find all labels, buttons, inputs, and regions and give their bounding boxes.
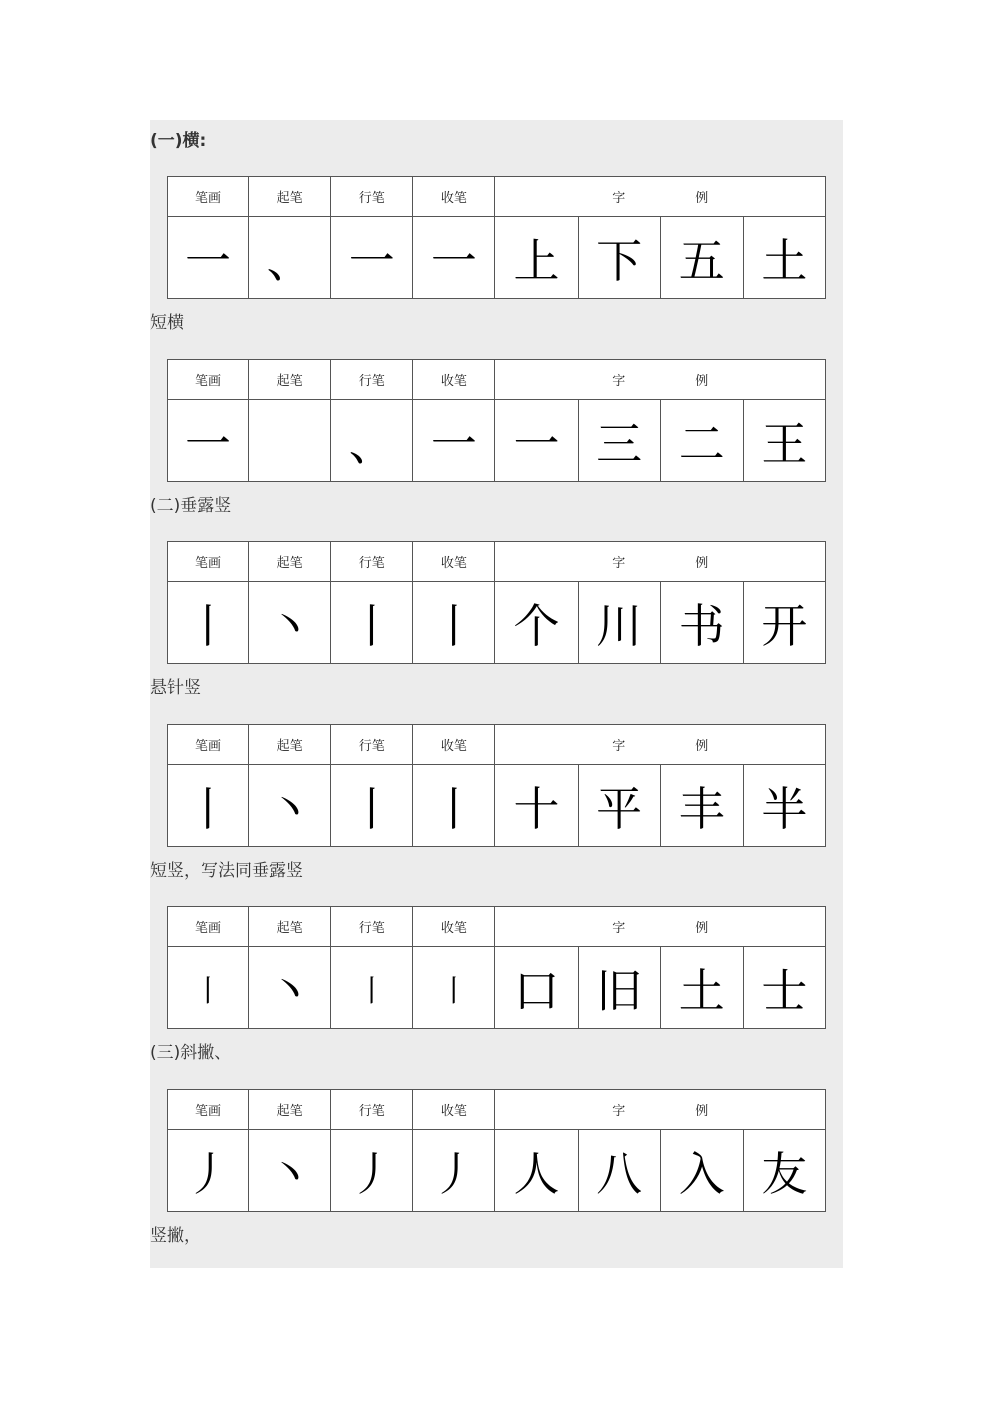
cell-middle: 丨 <box>331 947 413 1029</box>
example-char: 人 <box>495 1130 578 1212</box>
header-end: 收笔 <box>413 725 495 765</box>
example-char: 书 <box>660 582 743 664</box>
header-examples <box>495 725 826 765</box>
cell-start: 、 <box>249 217 331 299</box>
cell-end: 丨 <box>413 582 495 664</box>
header-char: 字 <box>612 374 626 390</box>
example-char: 一 <box>495 400 578 482</box>
header-examples <box>495 542 826 582</box>
example-char: 下 <box>578 217 660 299</box>
stroke-table <box>167 176 826 299</box>
header-end: 收笔 <box>413 360 495 400</box>
header-start: 起笔 <box>249 725 331 765</box>
header-middle: 行笔 <box>331 360 413 400</box>
stroke-table <box>167 1089 826 1212</box>
table-row <box>168 400 826 482</box>
table-row <box>168 217 826 299</box>
header-example: 例 <box>695 921 709 937</box>
cell-end: 丨 <box>413 765 495 847</box>
example-char: 开 <box>743 582 825 664</box>
header-middle: 行笔 <box>331 907 413 947</box>
section-heading: (二)垂露竖 <box>150 496 232 516</box>
header-example: 例 <box>695 739 709 755</box>
cell-stroke: 一 <box>168 217 249 299</box>
cell-stroke: 丨 <box>168 582 249 664</box>
header-stroke: 笔画 <box>168 907 249 947</box>
cell-stroke: 丨 <box>168 765 249 847</box>
header-start: 起笔 <box>249 177 331 217</box>
cell-start: 丶 <box>249 765 331 847</box>
example-char: 旧 <box>578 947 660 1029</box>
cell-start: 丶 <box>249 582 331 664</box>
table-header-row <box>168 177 826 217</box>
footer-heading: 竖撇， <box>150 1226 201 1246</box>
table-row <box>168 582 826 664</box>
header-example: 例 <box>695 556 709 572</box>
example-char: 王 <box>743 400 825 482</box>
cell-start: 丶 <box>249 947 331 1029</box>
table-header-row <box>168 360 826 400</box>
example-char: 三 <box>578 400 660 482</box>
cell-start <box>249 400 331 482</box>
example-char: 个 <box>495 582 578 664</box>
cell-end: 丿 <box>413 1130 495 1212</box>
header-middle: 行笔 <box>331 725 413 765</box>
header-stroke: 笔画 <box>168 725 249 765</box>
example-char: 入 <box>660 1130 743 1212</box>
section-heading: (一)横: <box>150 131 207 151</box>
header-start: 起笔 <box>249 360 331 400</box>
cell-middle: 一 <box>331 217 413 299</box>
section-heading: 悬针竖 <box>150 678 201 698</box>
header-example: 例 <box>695 1104 709 1120</box>
example-char: 五 <box>660 217 743 299</box>
header-char: 字 <box>612 191 626 207</box>
header-end: 收笔 <box>413 907 495 947</box>
cell-start: 丶 <box>249 1130 331 1212</box>
header-char: 字 <box>612 1104 626 1120</box>
header-stroke: 笔画 <box>168 177 249 217</box>
header-start: 起笔 <box>249 907 331 947</box>
cell-stroke: 丨 <box>168 947 249 1029</box>
header-end: 收笔 <box>413 177 495 217</box>
cell-stroke: 一 <box>168 400 249 482</box>
stroke-table <box>167 359 826 482</box>
table-header-row <box>168 725 826 765</box>
cell-stroke: 丿 <box>168 1130 249 1212</box>
table-header-row <box>168 542 826 582</box>
example-char: 上 <box>495 217 578 299</box>
header-char: 字 <box>612 921 626 937</box>
header-examples <box>495 360 826 400</box>
header-end: 收笔 <box>413 1090 495 1130</box>
cell-middle: 丿 <box>331 1130 413 1212</box>
example-char: 土 <box>743 217 825 299</box>
table-row <box>168 1130 826 1212</box>
header-examples <box>495 177 826 217</box>
header-stroke: 笔画 <box>168 1090 249 1130</box>
section-heading: 短横 <box>150 313 184 333</box>
table-row <box>168 947 826 1029</box>
header-stroke: 笔画 <box>168 542 249 582</box>
example-char: 士 <box>743 947 825 1029</box>
section-heading: (三)斜撇、 <box>150 1043 232 1063</box>
example-char: 平 <box>578 765 660 847</box>
example-char: 二 <box>660 400 743 482</box>
cell-middle: 丨 <box>331 765 413 847</box>
header-middle: 行笔 <box>331 542 413 582</box>
example-char: 八 <box>578 1130 660 1212</box>
header-stroke: 笔画 <box>168 360 249 400</box>
example-char: 川 <box>578 582 660 664</box>
cell-middle: 丨 <box>331 582 413 664</box>
example-char: 土 <box>660 947 743 1029</box>
example-char: 丰 <box>660 765 743 847</box>
cell-middle: 、 <box>331 400 413 482</box>
cell-end: 丨 <box>413 947 495 1029</box>
example-char: 十 <box>495 765 578 847</box>
header-middle: 行笔 <box>331 1090 413 1130</box>
cell-end: 一 <box>413 400 495 482</box>
stroke-table <box>167 541 826 664</box>
header-examples <box>495 1090 826 1130</box>
header-example: 例 <box>695 191 709 207</box>
header-char: 字 <box>612 739 626 755</box>
header-end: 收笔 <box>413 542 495 582</box>
table-header-row <box>168 1090 826 1130</box>
table-header-row <box>168 907 826 947</box>
header-start: 起笔 <box>249 1090 331 1130</box>
section-heading: 短竖，写法同垂露竖 <box>150 861 303 881</box>
example-char: 口 <box>495 947 578 1029</box>
header-example: 例 <box>695 374 709 390</box>
header-examples <box>495 907 826 947</box>
example-char: 半 <box>743 765 825 847</box>
header-start: 起笔 <box>249 542 331 582</box>
cell-end: 一 <box>413 217 495 299</box>
stroke-table <box>167 906 826 1029</box>
table-row <box>168 765 826 847</box>
example-char: 友 <box>743 1130 825 1212</box>
header-middle: 行笔 <box>331 177 413 217</box>
header-char: 字 <box>612 556 626 572</box>
stroke-table <box>167 724 826 847</box>
